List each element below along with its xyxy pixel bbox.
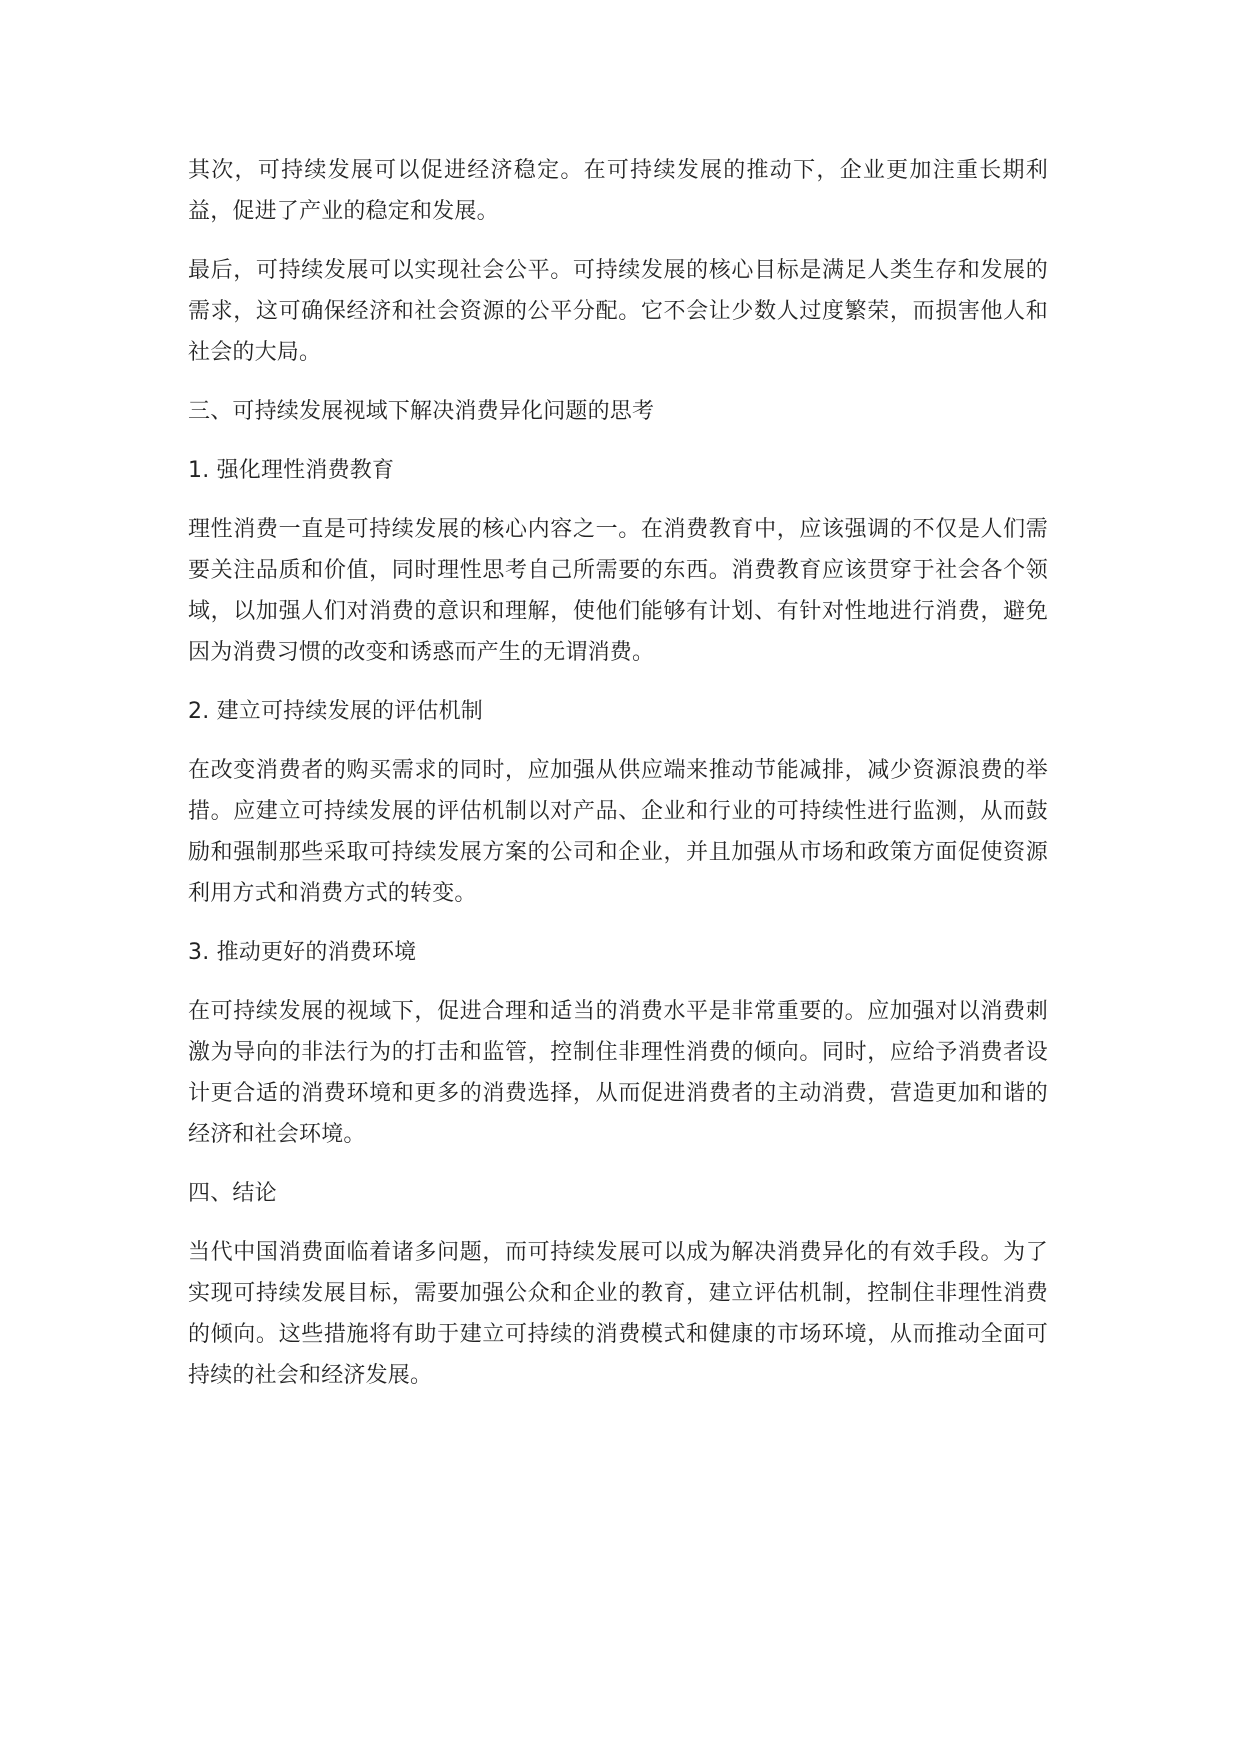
paragraph-consumption-environment: 在可持续发展的视域下，促进合理和适当的消费水平是非常重要的。应加强对以消费刺激为导向的非法行为的打击和监管，控制住非理性消费的倾向。同时，应给予消费者设计更合适的消费环境和更多的消费选择，从而促进消费者的主动消费，营造更加和谐的经济和社会环境。 (188, 999, 1048, 1147)
section-heading-3: 三、可持续发展视域下解决消费异化问题的思考 (188, 399, 655, 424)
paragraph-economic-stability: 其次，可持续发展可以促进经济稳定。在可持续发展的推动下，企业更加注重长期利益，促进了产业的稳定和发展。 (188, 158, 1048, 224)
paragraph-social-equity: 最后，可持续发展可以实现社会公平。可持续发展的核心目标是满足人类生存和发展的需求，这可确保经济和社会资源的公平分配。它不会让少数人过度繁荣，而损害他人和社会的大局。 (188, 258, 1048, 365)
paragraph-evaluation-mechanism: 在改变消费者的购买需求的同时，应加强从供应端来推动节能减排，减少资源浪费的举措。应建立可持续发展的评估机制以对产品、企业和行业的可持续性进行监测，从而鼓励和强制那些采取可持续发展方案的公司和企业，并且加强从市场和政策方面促使资源利用方式和消费方式的转变。 (188, 758, 1048, 906)
document-page (188, 150, 1048, 1414)
subheading-evaluation-mechanism: 2. 建立可持续发展的评估机制 (188, 699, 483, 724)
paragraph-conclusion: 当代中国消费面临着诸多问题，而可持续发展可以成为解决消费异化的有效手段。为了实现可持续发展目标，需要加强公众和企业的教育，建立评估机制，控制住非理性消费的倾向。这些措施将有助于建立可持续的消费模式和健康的市场环境，从而推动全面可持续的社会和经济发展。 (188, 1240, 1048, 1388)
subheading-rational-consumption: 1. 强化理性消费教育 (188, 458, 395, 483)
subheading-consumption-environment: 3. 推动更好的消费环境 (188, 940, 417, 965)
paragraph-rational-consumption: 理性消费一直是可持续发展的核心内容之一。在消费教育中，应该强调的不仅是人们需要关注品质和价值，同时理性思考自己所需要的东西。消费教育应该贯穿于社会各个领域，以加强人们对消费的意识和理解，使他们能够有计划、有针对性地进行消费，避免因为消费习惯的改变和诱惑而产生的无谓消费。 (188, 517, 1048, 665)
section-heading-4: 四、结论 (188, 1181, 277, 1206)
